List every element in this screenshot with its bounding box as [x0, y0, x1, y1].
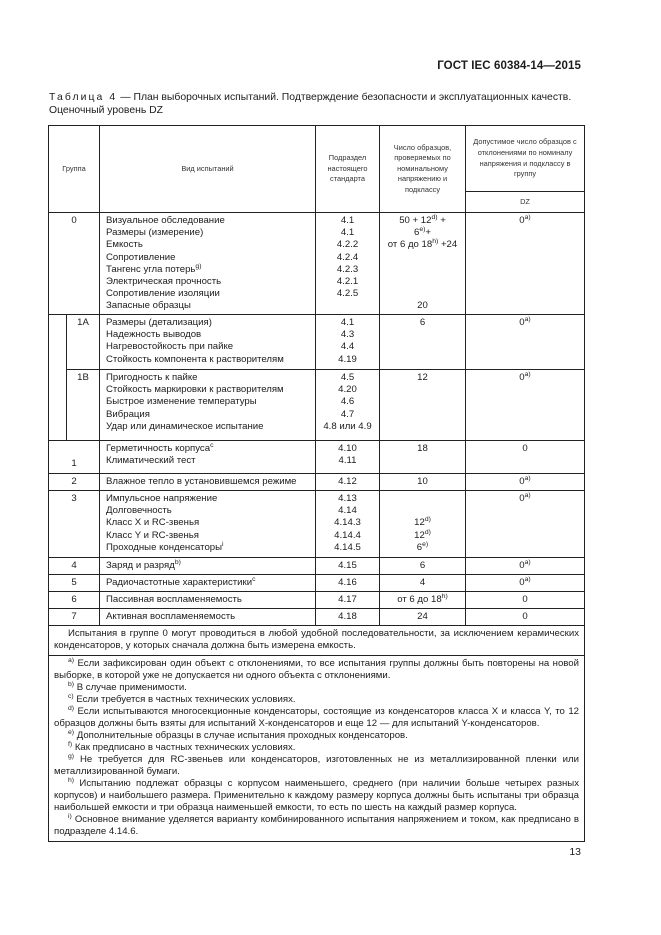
table-row — [49, 609, 585, 626]
subclause-list: 4.1 4.1 4.2.2 4.2.4 4.2.3 4.2.1 4.2.5 — [316, 213, 380, 315]
subclause-list: 4.17 — [316, 592, 380, 609]
group-cell: 1B — [67, 370, 100, 441]
footnote: $^{c)}$ Если требуется в частных технических условиях. — [68, 693, 296, 705]
footnote: $^{b)}$ В случае применимости. — [68, 681, 187, 693]
subclause-list: 4.15 — [316, 558, 380, 575]
group-cell: 5 — [49, 575, 100, 592]
table-row — [49, 592, 585, 609]
footnote: $^{e)}$ Дополнительные образцы в случае испытания проходных конденсаторов. — [68, 729, 408, 741]
table-row — [49, 474, 585, 491]
sample-count: 12 — [380, 370, 466, 441]
subclause-list: 4.10 4.11 — [316, 441, 380, 474]
defect-count: 0$^{a)}$ — [466, 213, 585, 315]
subclause-list: 4.12 — [316, 474, 380, 491]
col-header-dz: DZ — [466, 192, 585, 213]
subclause-list: 4.16 — [316, 575, 380, 592]
group-cell: 2 — [49, 474, 100, 491]
test-list: Активная воспламеняемость — [100, 609, 316, 626]
test-list: Пассивная воспламеняемость — [100, 592, 316, 609]
sample-count: от 6 до 18$^{h)}$ — [380, 592, 466, 609]
col-header-group: Группа — [49, 126, 100, 213]
defect-count: 0 — [466, 592, 585, 609]
sample-count: $50 + 12^{d)}$ + $6^{e)}+$ от 6 до 18$^{h)}$ +24 20 — [380, 213, 466, 315]
test-list: Заряд и разряд$^{b)}$ — [100, 558, 316, 575]
table-title: — План выборочных испытаний. Подтверждение безопасности и эксплуатационных качеств. Оценочный уровень DZ — [49, 92, 572, 116]
sample-count: 4 — [380, 575, 466, 592]
defect-count: 0$^{a)}$ — [466, 474, 585, 491]
test-list: Влажное тепло в установившемся режиме — [100, 474, 316, 491]
subclause-list: 4.18 — [316, 609, 380, 626]
defect-count: 0 — [466, 441, 585, 474]
group-cell: 6 — [49, 592, 100, 609]
group-cell: 7 — [49, 609, 100, 626]
table-row — [49, 558, 585, 575]
group-cell: 1 — [49, 441, 100, 474]
col-header-test: Вид испытаний — [100, 126, 316, 213]
subclause-list: 4.1 4.3 4.4 4.19 — [316, 315, 380, 370]
defect-count: 0$^{a)}$ — [466, 575, 585, 592]
defect-count: 0$^{a)}$ — [466, 315, 585, 370]
footnotes-row — [49, 656, 585, 842]
footnote: $^{a)}$ Если зафиксирован один объект с отклонениями, то все испытания группы должны быть повторены на новой выборке, в которой уже не допускается ни одного объекта с отклонениями. — [54, 657, 579, 681]
sample-count: 24 — [380, 609, 466, 626]
test-list: Герметичность корпуса$^c$ Климатический тест — [100, 441, 316, 474]
table-number: Таблица 4 — [49, 92, 118, 103]
table-caption — [49, 91, 584, 117]
defect-count: 0$^{a)}$ — [466, 370, 585, 441]
footnote: $^{h)}$ Испытанию подлежат образцы с корпусом наименьшего, среднего (при наличии больше четырех разных корпусов) и наибольшего размера. Применительно к каждому размеру корпуса должны быть испытаны три образца наибольшей емкости и три образца наименьшей емкости, то есть по шесть на каждый размер корпуса. — [54, 777, 579, 813]
sample-count: 6 — [380, 315, 466, 370]
footnotes — [49, 656, 585, 842]
document-header: ГОСТ IEC 60384-14—2015 — [437, 60, 581, 72]
group-cell: 0 — [49, 213, 100, 315]
table-row — [49, 575, 585, 592]
table-row — [49, 370, 585, 441]
test-list: Визуальное обследование Размеры (измерение) Емкость Сопротивление Тангенс угла потерь$^{g)}$ Электрическая прочность Сопротивление изоляции Запасные образцы — [100, 213, 316, 315]
test-list: Импульсное напряжение Долговечность Класс X и RC-звенья Класс Y и RC-звенья Проходные конденсаторы$^i$ — [100, 491, 316, 558]
col-header-subclause: Подраздел настоящего стандарта — [316, 126, 380, 213]
footnote: $^{f)}$ Как предписано в частных технических условиях. — [68, 741, 296, 753]
footnote: $^{d)}$ Если испытываются многосекционные конденсаторы, состоящие из конденсаторов класса X и класса Y, то 12 образцов должны быть взяты для испытаний X-конденсаторов и еще 12 — для испытаний Y-конденсаторов. — [54, 705, 579, 729]
sample-count: 12$^{d)}$ 12$^{d)}$ 6$^{e)}$ — [380, 491, 466, 558]
table-row — [49, 491, 585, 558]
group0-note: Испытания в группе 0 могут проводиться в любой удобной последовательности, за исключением керамических конденсаторов, у которых сначала должна быть измерена емкость. — [49, 626, 585, 656]
table-row — [49, 213, 585, 315]
group-cell: 3 — [49, 491, 100, 558]
col-header-samples: Число образцов, проверяемых по номинальному напряжению и подклассу — [380, 126, 466, 213]
sample-count: 18 — [380, 441, 466, 474]
test-list: Радиочастотные характеристики$^c$ — [100, 575, 316, 592]
defect-count: 0$^{a)}$ — [466, 491, 585, 558]
col-header-defects: Допустимое число образцов с отклонениями по номиналу напряжения и подклассу в группу — [466, 126, 585, 192]
subclause-list: 4.13 4.14 4.14.3 4.14.4 4.14.5 — [316, 491, 380, 558]
test-list: Размеры (детализация) Надежность выводов Нагревостойкость при пайке Стойкость компонента к растворителям — [100, 315, 316, 370]
table-row — [49, 441, 585, 474]
test-list: Пригодность к пайке Стойкость маркировки к растворителям Быстрое изменение температуры Вибрация Удар или динамическое испытание — [100, 370, 316, 441]
group-cell: 1A — [67, 315, 100, 370]
group-cell: 4 — [49, 558, 100, 575]
table-note-row — [49, 626, 585, 656]
defect-count: 0 — [466, 609, 585, 626]
page-number: 13 — [569, 846, 581, 858]
sample-count: 10 — [380, 474, 466, 491]
footnote: $^{i)}$ Основное внимание уделяется варианту комбинированного испытания напряжением и током, как предписано в подразделе 4.14.6. — [54, 813, 579, 837]
footnote: $^{g)}$ Не требуется для RC-звеньев или конденсаторов, изготовленных не из металлизированной пленки или металлизированной бумаги. — [54, 753, 579, 777]
table-row — [49, 315, 585, 370]
defect-count: 0$^{a)}$ — [466, 558, 585, 575]
sampling-plan-table — [48, 125, 585, 842]
subclause-list: 4.5 4.20 4.6 4.7 4.8 или 4.9 — [316, 370, 380, 441]
sample-count: 6 — [380, 558, 466, 575]
